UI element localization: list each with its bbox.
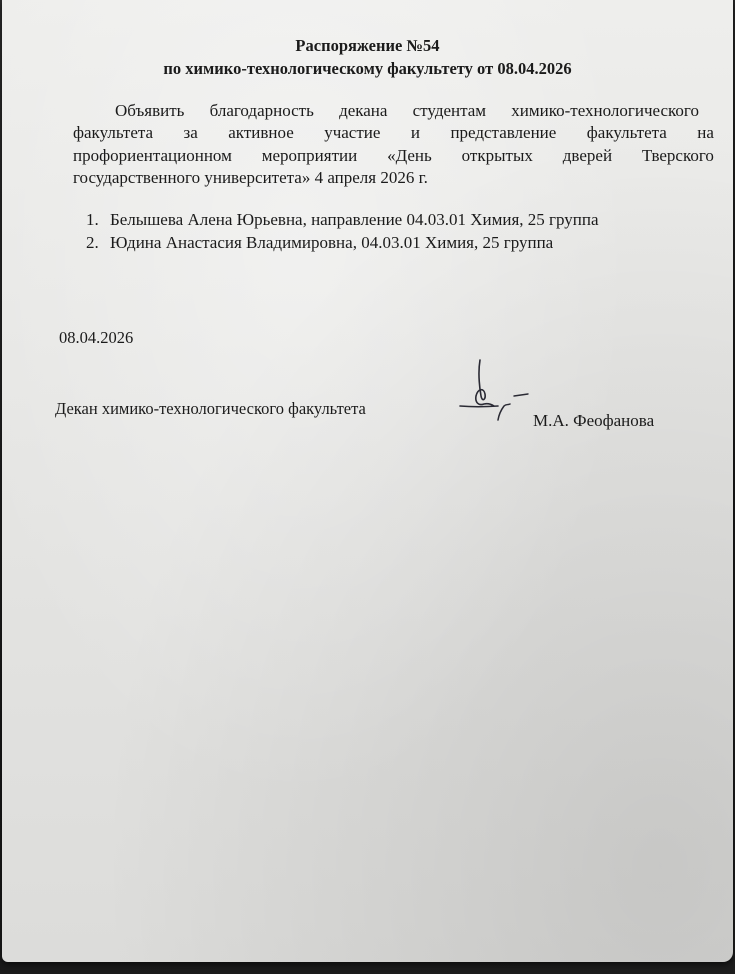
body-line-1 (115, 100, 699, 122)
word: представление (450, 123, 557, 142)
list-text: Юдина Анастасия Владимировна, 04.03.01 Химия, 25 группа (110, 233, 554, 252)
word: профориентационном (73, 146, 232, 165)
word: факультета (73, 123, 154, 142)
word: Тверского (641, 146, 714, 165)
word: и (410, 123, 420, 142)
body-line-2 (73, 122, 714, 144)
word: благодарность (209, 101, 314, 120)
list-number: 2. (86, 233, 99, 252)
word: открытых (461, 146, 533, 165)
body-line-4 (73, 167, 428, 189)
list-text: Белышева Алена Юрьевна, направление 04.03.01 Химия, 25 группа (110, 210, 599, 229)
word: студентам (412, 101, 487, 120)
word: «День (387, 146, 432, 165)
order-title: Распоряжение №54 (295, 36, 440, 55)
word: активное (228, 123, 294, 142)
list-number: 1. (86, 210, 99, 229)
word: за (183, 123, 198, 142)
body-line-text: государственного университета» 4 апреля 2026 г. (73, 168, 428, 187)
word: химико-технологического (511, 101, 699, 120)
document-date: 08.04.2026 (59, 328, 134, 347)
list-item (86, 232, 553, 254)
word: мероприятии (261, 146, 358, 165)
list-item (86, 209, 599, 231)
word: дверей (562, 146, 613, 165)
word: Объявить (115, 101, 185, 120)
signatory-name: М.А. Феофанова (533, 411, 655, 430)
word: декана (339, 101, 388, 120)
document-sheet (2, 0, 733, 962)
handwritten-signature (454, 354, 534, 430)
word: на (697, 123, 714, 142)
order-subtitle: по химико-технологическому факультету от 08.04.2026 (163, 59, 572, 78)
word: факультета (586, 123, 667, 142)
body-line-3 (73, 145, 714, 167)
word: участие (324, 123, 381, 142)
signatory-position: Декан химико-технологического факультета (55, 399, 366, 418)
